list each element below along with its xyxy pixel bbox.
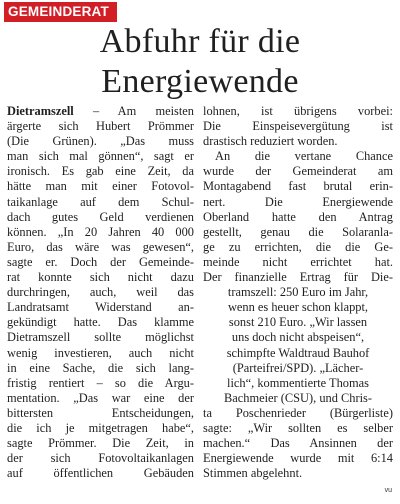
article-line: können. „In 20 Jahren 40 000 xyxy=(7,224,194,239)
dateline: Dietramszell xyxy=(7,104,74,118)
article-line: gestellt, genau die Solaranla- xyxy=(203,224,393,239)
article-line: mentation. „Das war eine der xyxy=(7,390,194,405)
article-line: der sich Fotovoltaikanlagen xyxy=(7,451,194,466)
article-line: ärgerte sich Hubert Prömmer xyxy=(7,119,194,134)
article-line: ta Poschenrieder (Bürgerliste) xyxy=(203,405,393,420)
article-line: Stimmen abgelehnt. xyxy=(203,466,303,481)
article-line: tramszell: 250 Euro im Jahr, xyxy=(227,285,369,300)
article-line: uns doch nicht abspeisen“, xyxy=(231,330,365,345)
article-line: ironisch. Es gab eine Zeit, da xyxy=(7,164,194,179)
article-line: lich“, kommentierte Thomas xyxy=(227,375,369,390)
article-line: (Die Grünen). „Das muss xyxy=(7,134,194,149)
article-column-left xyxy=(7,104,194,481)
article-line: An die vertane Chance xyxy=(215,149,393,164)
article-line: sagte er. Doch der Gemeinde- xyxy=(7,254,194,269)
article-line: ge zu errichten, die die Ge- xyxy=(203,239,393,254)
headline-line: Energiewende xyxy=(101,63,299,100)
headline xyxy=(0,22,400,102)
article-line: durchringen, auch, weil das xyxy=(7,285,194,300)
article-line: in eine Sache, die sich lang- xyxy=(7,360,194,375)
section-rubric: GEMEINDERAT xyxy=(4,2,117,22)
article-line: sagte Prömmer. Die Zeit, in xyxy=(7,436,194,451)
article-line: die ich je mitgetragen habe“, xyxy=(7,420,194,435)
article-line: taikanlage auf dem Schul- xyxy=(7,194,194,209)
article-line: rat konnte sich nicht dazu xyxy=(7,270,194,285)
article-line: drastisch reduziert worden. xyxy=(203,134,338,149)
article-line: machen.“ Das Ansinnen der xyxy=(203,436,393,451)
article-line: Energiewende wurde mit 6:14 xyxy=(203,451,393,466)
article-line: (Parteifrei/SPD). „Lächer- xyxy=(232,360,364,375)
article-column-right xyxy=(203,104,393,481)
headline-line: Abfuhr für die xyxy=(99,23,301,60)
article-line: wurde der Gemeinderat am xyxy=(203,164,393,179)
article-line: schimpfte Waldtraud Bauhof xyxy=(226,345,370,360)
article-line: Oberland hatte den Antrag xyxy=(203,209,393,224)
author-initials: vu xyxy=(384,487,392,494)
article-line: Die Einspeisevergütung ist xyxy=(203,119,393,134)
article-line: auf öffentlichen Gebäuden xyxy=(7,466,194,481)
article-line: hätte man mit einer Fotovol- xyxy=(7,179,194,194)
article-line: Landratsamt Widerstand an- xyxy=(7,300,194,315)
article-line: gekündigt hatte. Das klamme xyxy=(7,315,194,330)
article-line-text: – Am meisten xyxy=(73,104,194,118)
article-line: sonst 210 Euro. „Wir lassen xyxy=(228,315,368,330)
article-line: wenig investieren, auch nicht xyxy=(7,345,194,360)
article-line: Der finanzielle Ertrag für Die- xyxy=(203,270,393,285)
article-line: Dietramszell sollte möglichst xyxy=(7,330,194,345)
article-line: bittersten Entscheidungen, xyxy=(7,405,194,420)
article-line: dach gutes Geld verdienen xyxy=(7,209,194,224)
article-line: nert. Die Energiewende xyxy=(203,194,393,209)
article-line: Montagabend fast brutal erin- xyxy=(203,179,393,194)
article-line: fristig rentiert – so die Argu- xyxy=(7,375,194,390)
article-line: sagte: „Wir sollten es selber xyxy=(203,420,393,435)
article-line: Bachmeier (CSU), und Chris- xyxy=(224,390,372,405)
article-line: meinde nicht errichtet hat. xyxy=(203,254,393,269)
article-line: wenn es heuer schon klappt, xyxy=(227,300,369,315)
article-line: man sich mal gönnen“, sagt er xyxy=(7,149,194,164)
article-line xyxy=(7,104,194,119)
article-line: lohnen, ist übrigens vorbei: xyxy=(203,104,393,118)
article-line: Euro, das wäre was gewesen“, xyxy=(7,239,194,254)
